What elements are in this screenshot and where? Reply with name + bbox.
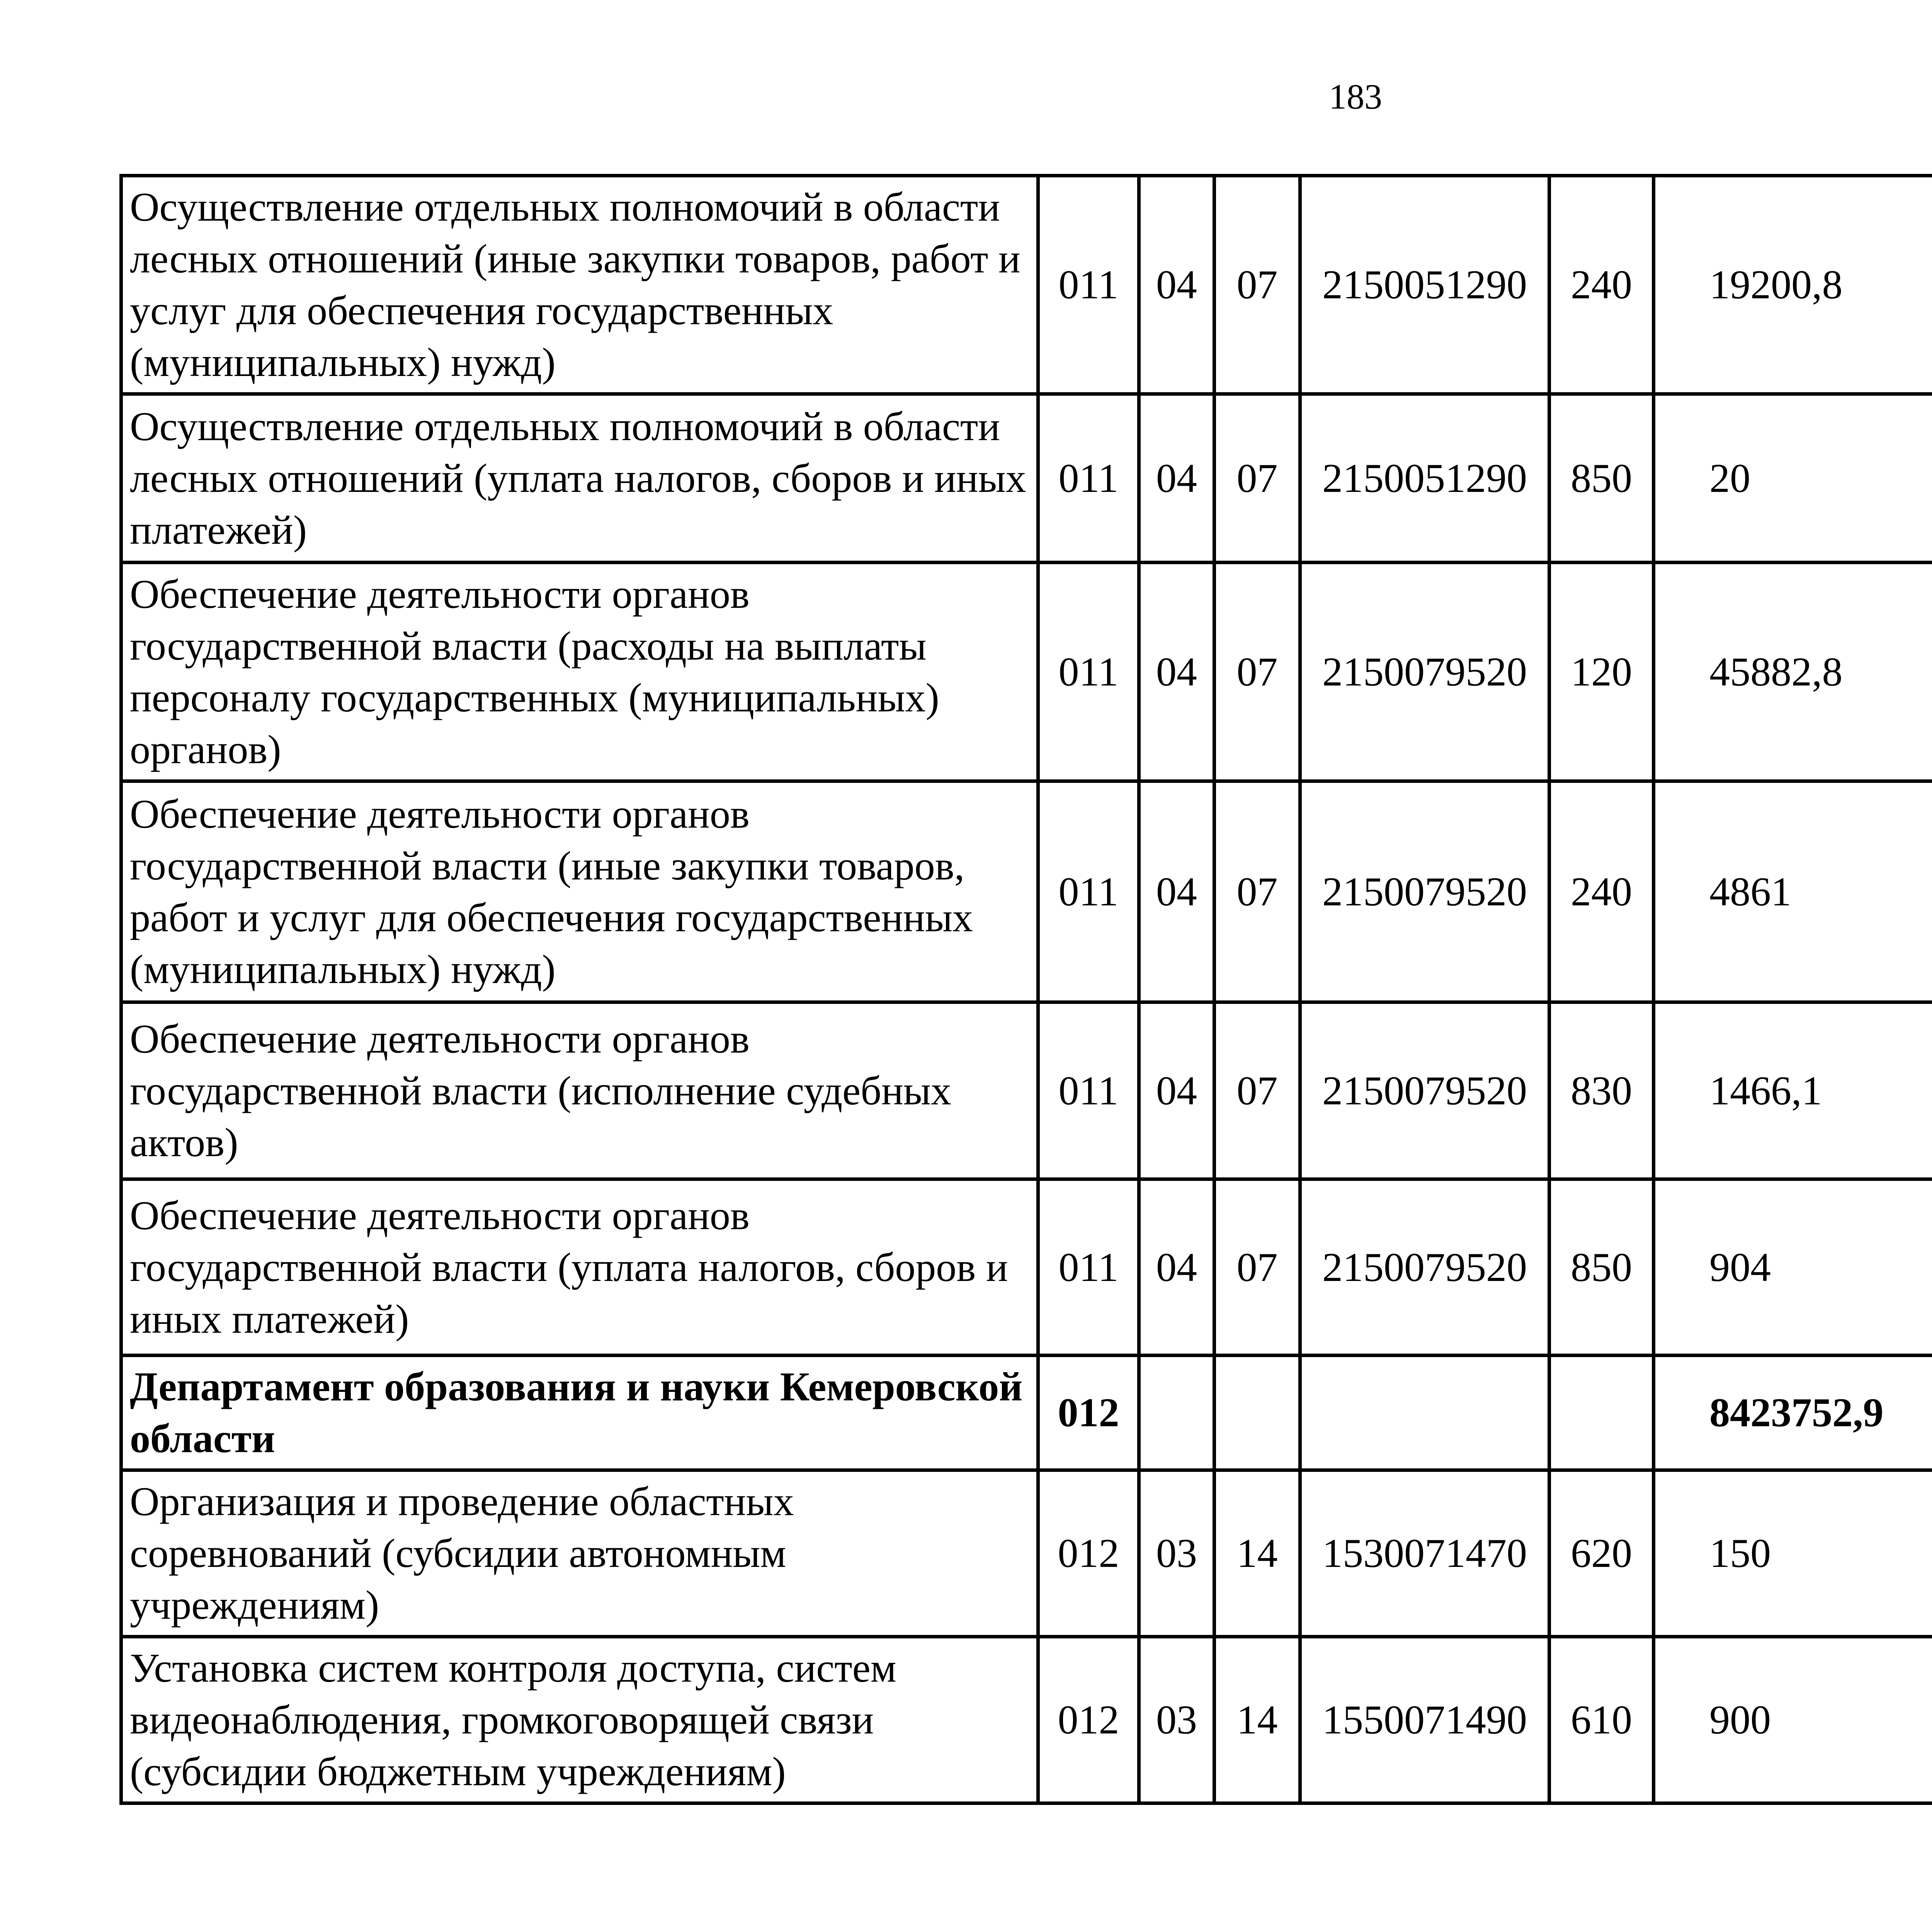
- row-name: Установка систем контроля доступа, систем видеонаблюдения, громкоговорящей связи (субсидии бюджетным учреждениям): [121, 1637, 1038, 1803]
- expense-type-code: 240: [1549, 781, 1654, 1002]
- row-name: Обеспечение деятельности органов государственной власти (уплата налогов, сборов и иных платежей): [121, 1179, 1038, 1356]
- amount-year-1: 4861: [1654, 781, 1932, 1002]
- table-row: [121, 563, 1932, 781]
- expense-type-code: 120: [1549, 563, 1654, 781]
- section-code: 03: [1139, 1470, 1214, 1637]
- row-name: Организация и проведение областных соревнований (субсидии автономным учреждениям): [121, 1470, 1038, 1637]
- subsection-code: 14: [1214, 1470, 1300, 1637]
- ministry-code: 011: [1038, 781, 1139, 1002]
- expense-type-code: 850: [1549, 1179, 1654, 1356]
- subsection-code: 07: [1214, 394, 1300, 563]
- target-code: 2150079520: [1300, 563, 1549, 781]
- target-code: 2150051290: [1300, 394, 1549, 563]
- row-name: Департамент образования и науки Кемеровской области: [121, 1356, 1038, 1470]
- ministry-code: 011: [1038, 176, 1139, 394]
- budget-table: [119, 174, 1932, 1805]
- expense-type-code: 850: [1549, 394, 1654, 563]
- amount-year-1: 1466,1: [1654, 1002, 1932, 1179]
- table-row-department: [121, 1356, 1932, 1470]
- subsection-code: 14: [1214, 1637, 1300, 1803]
- row-name: Осуществление отдельных полномочий в области лесных отношений (иные закупки товаров, работ и услуг для обеспечения государственных (муниципальных) нужд): [121, 176, 1038, 394]
- expense-type-code: 830: [1549, 1002, 1654, 1179]
- ministry-code: 012: [1038, 1470, 1139, 1637]
- subsection-code: [1214, 1356, 1300, 1470]
- amount-year-1: 19200,8: [1654, 176, 1932, 394]
- expense-type-code: [1549, 1356, 1654, 1470]
- expense-type-code: 620: [1549, 1470, 1654, 1637]
- section-code: 03: [1139, 1637, 1214, 1803]
- table-row: [121, 1002, 1932, 1179]
- amount-year-1: 900: [1654, 1637, 1932, 1803]
- section-code: 04: [1139, 394, 1214, 563]
- ministry-code: 012: [1038, 1356, 1139, 1470]
- row-name: Обеспечение деятельности органов государственной власти (исполнение судебных актов): [121, 1002, 1038, 1179]
- row-name: Обеспечение деятельности органов государственной власти (расходы на выплаты персоналу государственных (муниципальных) органов): [121, 563, 1038, 781]
- table-row: [121, 1637, 1932, 1803]
- subsection-code: 07: [1214, 1002, 1300, 1179]
- expense-type-code: 240: [1549, 176, 1654, 394]
- section-code: [1139, 1356, 1214, 1470]
- expense-type-code: 610: [1549, 1637, 1654, 1803]
- amount-year-1: 8423752,9: [1654, 1356, 1932, 1470]
- ministry-code: 011: [1038, 1002, 1139, 1179]
- ministry-code: 011: [1038, 563, 1139, 781]
- subsection-code: 07: [1214, 563, 1300, 781]
- table-row: [121, 1179, 1932, 1356]
- subsection-code: 07: [1214, 781, 1300, 1002]
- amount-year-1: 45882,8: [1654, 563, 1932, 781]
- target-code: 2150079520: [1300, 1179, 1549, 1356]
- ministry-code: 011: [1038, 394, 1139, 563]
- section-code: 04: [1139, 176, 1214, 394]
- target-code: 1530071470: [1300, 1470, 1549, 1637]
- page-number: 183: [1329, 77, 1382, 116]
- section-code: 04: [1139, 1179, 1214, 1356]
- ministry-code: 012: [1038, 1637, 1139, 1803]
- amount-year-1: 150: [1654, 1470, 1932, 1637]
- section-code: 04: [1139, 1002, 1214, 1179]
- amount-year-1: 904: [1654, 1179, 1932, 1356]
- target-code: 2150079520: [1300, 781, 1549, 1002]
- subsection-code: 07: [1214, 176, 1300, 394]
- subsection-code: 07: [1214, 1179, 1300, 1356]
- section-code: 04: [1139, 563, 1214, 781]
- table-row: [121, 394, 1932, 563]
- amount-year-1: 20: [1654, 394, 1932, 563]
- target-code: 2150079520: [1300, 1002, 1549, 1179]
- table-row: [121, 781, 1932, 1002]
- section-code: 04: [1139, 781, 1214, 1002]
- row-name: Обеспечение деятельности органов государственной власти (иные закупки товаров, работ и услуг для обеспечения государственных (муниципальных) нужд): [121, 781, 1038, 1002]
- target-code: [1300, 1356, 1549, 1470]
- table-row: [121, 176, 1932, 394]
- target-code: 1550071490: [1300, 1637, 1549, 1803]
- table-row: [121, 1470, 1932, 1637]
- ministry-code: 011: [1038, 1179, 1139, 1356]
- target-code: 2150051290: [1300, 176, 1549, 394]
- row-name: Осуществление отдельных полномочий в области лесных отношений (уплата налогов, сборов и иных платежей): [121, 394, 1038, 563]
